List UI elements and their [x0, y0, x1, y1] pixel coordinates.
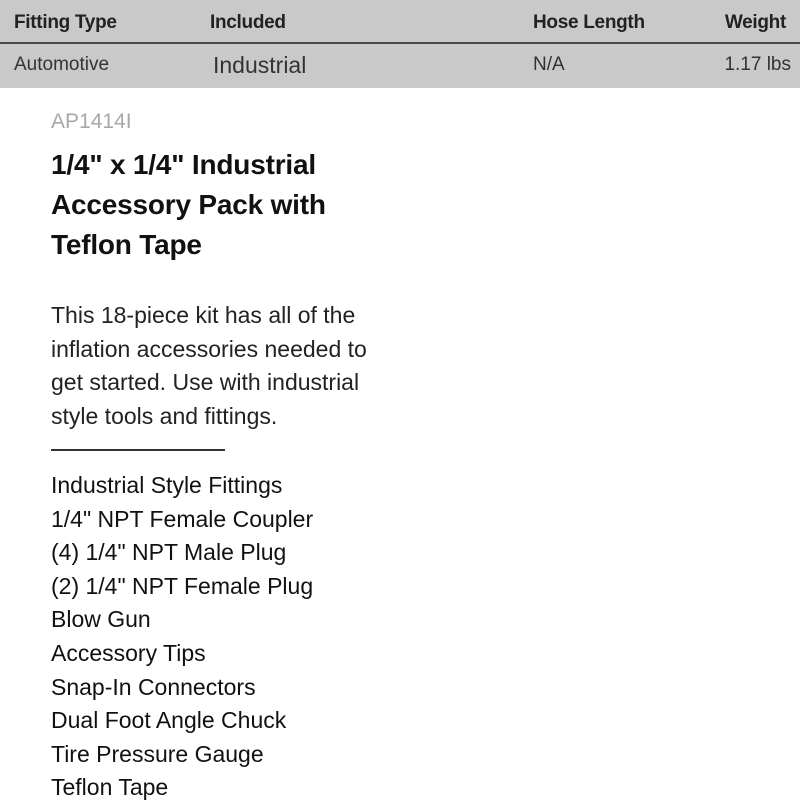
value-included: Industrial: [213, 52, 307, 78]
header-hose-length: Hose Length: [533, 12, 645, 33]
list-item: Tire Pressure Gauge: [51, 740, 264, 767]
header-fitting-type: Fitting Type: [14, 12, 117, 33]
product-sku: AP1414I: [51, 110, 132, 133]
list-item: Teflon Tape: [51, 774, 169, 801]
value-weight: 1.17 lbs: [724, 54, 791, 75]
spec-table-header: [0, 0, 800, 42]
list-item: Blow Gun: [51, 606, 151, 633]
product-description: This 18-piece kit has all of the inflation accessories needed to get started. Use with industrial style tools and fittings.: [51, 302, 367, 429]
value-fitting-type: Automotive: [14, 54, 110, 75]
list-item: Snap-In Connectors: [51, 673, 256, 700]
spec-table: [0, 0, 800, 88]
product-details: [51, 108, 471, 805]
list-item: Dual Foot Angle Chuck: [51, 707, 287, 734]
list-item: (2) 1/4" NPT Female Plug: [51, 572, 314, 599]
value-hose-length: N/A: [533, 54, 565, 75]
list-item: 1/4" NPT Female Coupler: [51, 505, 314, 532]
table-row: [0, 44, 800, 88]
feature-list: [51, 469, 471, 805]
list-item: (4) 1/4" NPT Male Plug: [51, 539, 287, 566]
header-included: Included: [210, 12, 286, 33]
list-item: Accessory Tips: [51, 639, 206, 666]
section-divider: [51, 449, 225, 451]
header-weight: Weight: [724, 12, 786, 33]
product-title: 1/4" x 1/4" Industrial Accessory Pack with Teflon Tape: [51, 149, 326, 260]
list-item: Industrial Style Fittings: [51, 472, 283, 498]
